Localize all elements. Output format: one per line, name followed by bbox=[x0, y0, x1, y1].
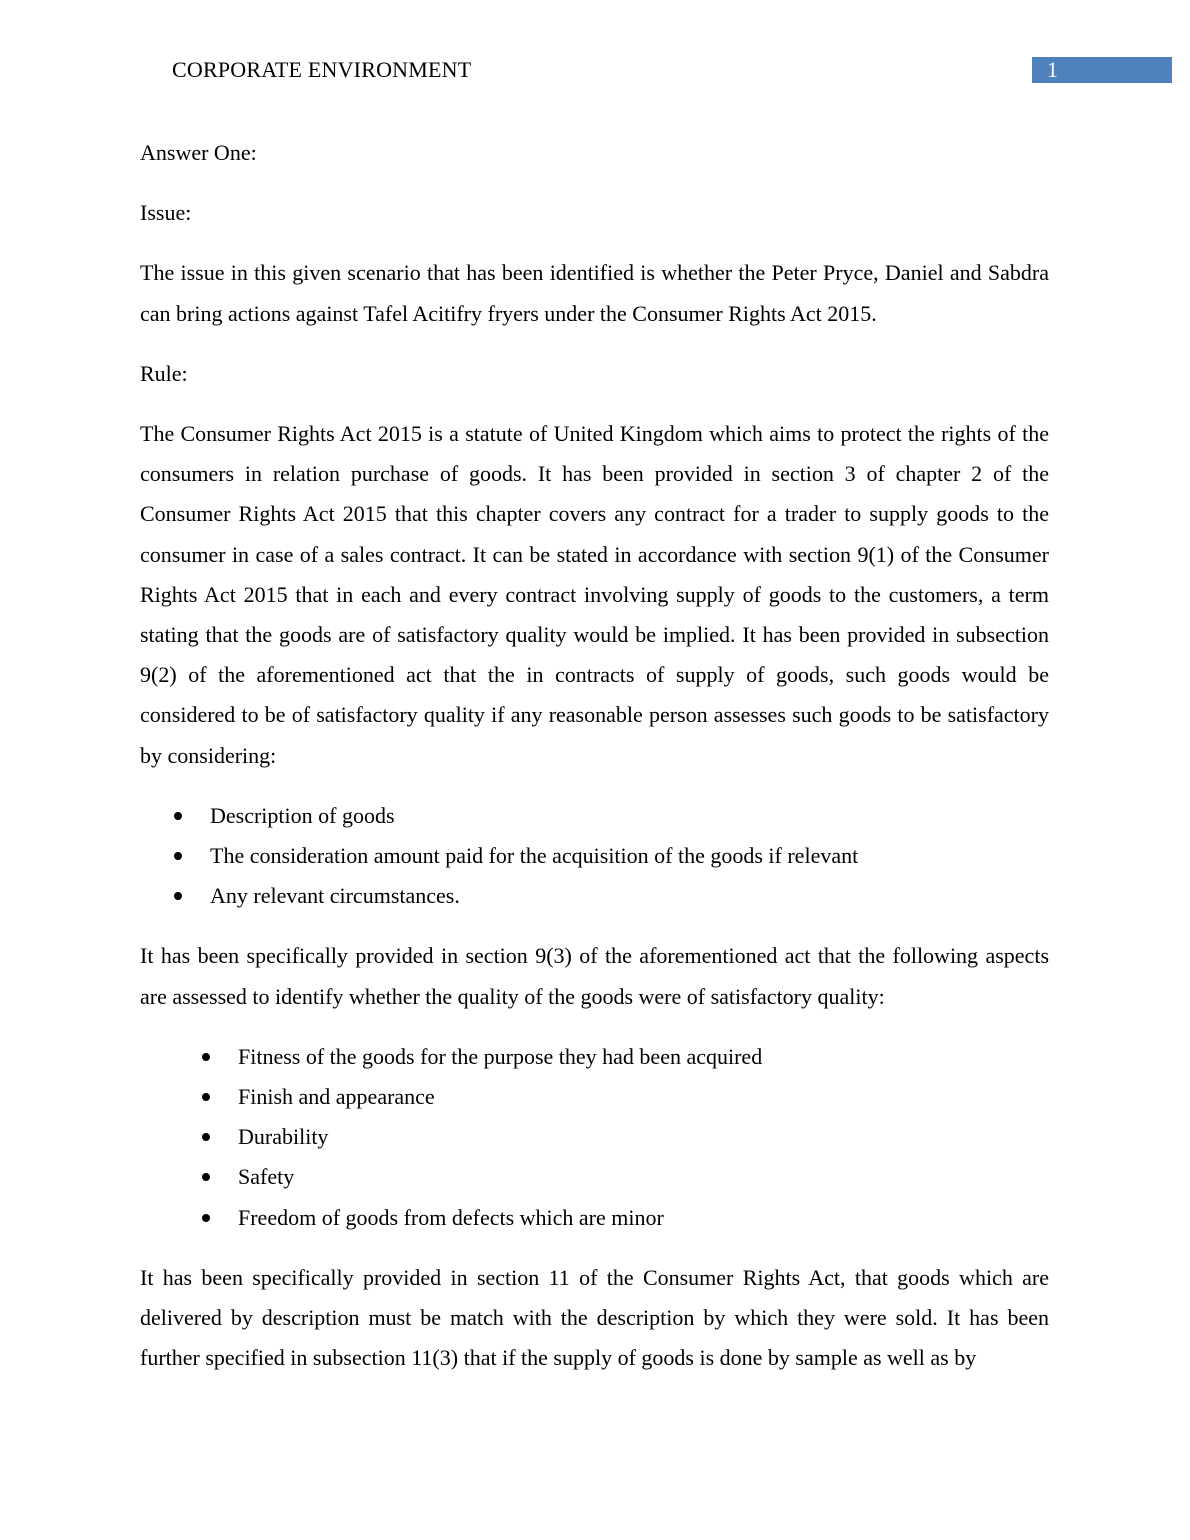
list-item-text: Durability bbox=[238, 1124, 329, 1150]
issue-paragraph: The issue in this given scenario that has been identified is whether the Peter Pryce, Daniel and Sabdra can bring actions against Tafel Acitifry fryers under the Consumer Rights Act 2015. bbox=[140, 260, 1049, 326]
bullet-icon bbox=[174, 812, 182, 820]
list-item-text: Any relevant circumstances. bbox=[210, 883, 460, 909]
aspects-list bbox=[140, 1037, 1049, 1238]
bullet-icon bbox=[202, 1214, 210, 1222]
answer-heading: Answer One: bbox=[140, 140, 257, 165]
list-item bbox=[140, 836, 1049, 876]
bullet-icon bbox=[174, 852, 182, 860]
bullet-icon bbox=[174, 892, 182, 900]
considerations-list bbox=[140, 796, 1049, 917]
list-item-text: Finish and appearance bbox=[238, 1084, 435, 1110]
list-item bbox=[140, 1157, 1049, 1197]
page-number: 1 bbox=[1047, 57, 1058, 82]
bullet-icon bbox=[202, 1093, 210, 1101]
list-item bbox=[140, 796, 1049, 836]
list-item-text: Safety bbox=[238, 1164, 295, 1190]
list-item bbox=[140, 1077, 1049, 1117]
rule-paragraph: The Consumer Rights Act 2015 is a statute of United Kingdom which aims to protect the rights of the consumers in relation purchase of goods. It has been provided in section 3 of chapter 2 of the Consumer Rights Act 2015 that this chapter covers any contract for a trader to supply goods to the consumer in case of a sales contract. It can be stated in accordance with section 9(1) of the Consumer Rights Act 2015 that in each and every contract involving supply of goods to the customers, a term stating that the goods are of satisfactory quality would be implied. It has been provided in subsection 9(2) of the aforementioned act that the in contracts of supply of goods, such goods would be considered to be of satisfactory quality if any reasonable person assesses such goods to be satisfactory by considering: bbox=[140, 421, 1049, 768]
list-item-text: Fitness of the goods for the purpose they had been acquired bbox=[238, 1043, 763, 1069]
list-item bbox=[140, 876, 1049, 916]
list-item-text: The consideration amount paid for the acquisition of the goods if relevant bbox=[210, 843, 859, 869]
bullet-icon bbox=[202, 1053, 210, 1061]
bullet-icon bbox=[202, 1133, 210, 1141]
section-9-3-paragraph: It has been specifically provided in section 9(3) of the aforementioned act that the following aspects are assessed to identify whether the quality of the goods were of satisfactory quality: bbox=[140, 943, 1049, 1009]
section-11-paragraph: It has been specifically provided in section 11 of the Consumer Rights Act, that goods which are delivered by description must be match with the description by which they were sold. It has been further specified in subsection 11(3) that if the supply of goods is done by sample as well as by bbox=[140, 1264, 1049, 1371]
list-item bbox=[140, 1037, 1049, 1077]
list-item bbox=[140, 1198, 1049, 1238]
issue-label: Issue: bbox=[140, 200, 192, 226]
bullet-icon bbox=[202, 1173, 210, 1181]
page-number-badge bbox=[1032, 57, 1172, 83]
running-head: CORPORATE ENVIRONMENT bbox=[172, 57, 472, 82]
document-body bbox=[140, 133, 1049, 1398]
list-item-text: Description of goods bbox=[210, 802, 395, 828]
list-item-text: Freedom of goods from defects which are minor bbox=[238, 1204, 664, 1230]
list-item bbox=[140, 1117, 1049, 1157]
rule-label: Rule: bbox=[140, 360, 188, 386]
